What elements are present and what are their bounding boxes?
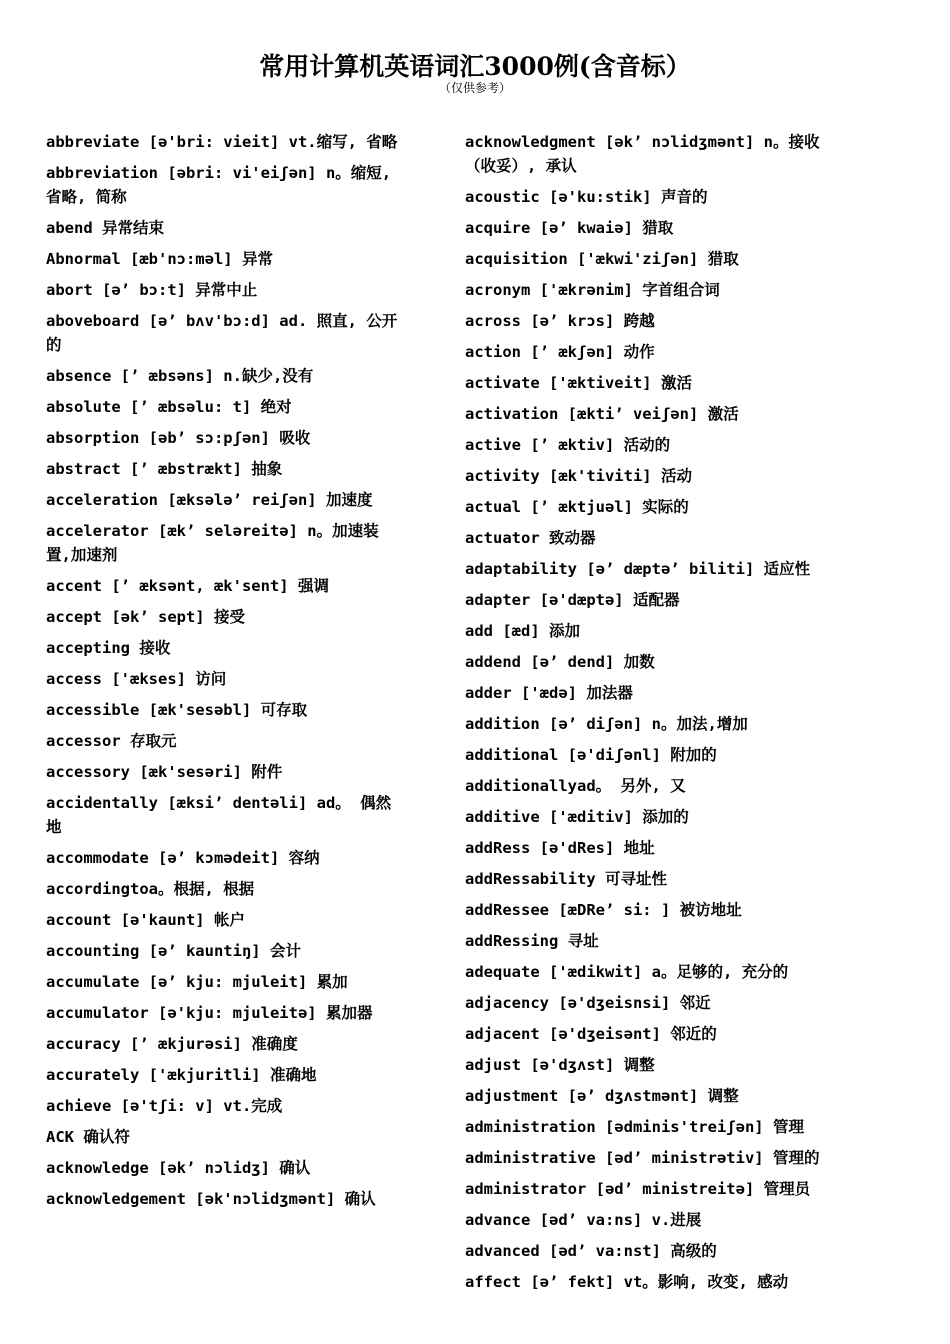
vocab-entry: accurately ['ækjuritli] 准确地: [46, 1066, 317, 1084]
vocab-entry: accommodate [ə’ kɔmədeit] 容纳: [46, 849, 320, 867]
vocab-entry: administration [ədminis'treiʃən] 管理: [465, 1118, 804, 1136]
vocab-entry: advance [əd’ va:ns] v.进展: [465, 1211, 702, 1229]
vocab-entry: actual [’ æktjuəl] 实际的: [465, 498, 689, 516]
vocab-entry: addition [ə’ diʃən] n。加法,增加: [465, 715, 748, 733]
vocab-entry: addRessing 寻址: [465, 932, 599, 950]
vocab-entry: addRessee [æDRe’ si: ] 被访地址: [465, 901, 742, 919]
vocab-entry: activity [æk'tiviti] 活动: [465, 467, 692, 485]
vocab-entry: addRessability 可寻址性: [465, 870, 667, 888]
right-column: [465, 130, 845, 1301]
vocab-entry: accepting 接收: [46, 639, 171, 657]
vocab-entry: acknowledge [ək’ nɔlidʒ] 确认: [46, 1159, 311, 1177]
vocab-entry: add [æd] 添加: [465, 622, 580, 640]
vocab-entry: acknowledgment [ək’ nɔlidʒmənt] n。接收（收妥）, 承认: [465, 133, 820, 175]
vocab-entry: absence [’ æbsəns] n.缺少,没有: [46, 367, 314, 385]
vocab-entry: addend [ə’ dend] 加数: [465, 653, 655, 671]
vocab-entry: accessory [æk'sesəri] 附件: [46, 763, 283, 781]
vocab-entry: accumulate [ə’ kju: mjuleit] 累加: [46, 973, 348, 991]
vocab-entry: absorption [əb’ sɔ:pʃən] 吸收: [46, 429, 311, 447]
vocab-entry: adjustment [ə’ dʒʌstmənt] 调整: [465, 1087, 739, 1105]
vocab-entry: additive ['æditiv] 添加的: [465, 808, 689, 826]
vocab-entry: abbreviation [əbri: vi'eiʃən] n。缩短, 省略, 简称: [46, 164, 392, 206]
vocab-entry: Abnormal [æb'nɔ:məl] 异常: [46, 250, 273, 268]
left-column: [46, 130, 398, 1218]
vocab-entry: adder ['ædə] 加法器: [465, 684, 633, 702]
vocab-entry: abort [ə’ bɔ:t] 异常中止: [46, 281, 258, 299]
vocab-entry: adjust [ə'dʒʌst] 调整: [465, 1056, 655, 1074]
vocab-entry: accounting [ə’ kauntiŋ] 会计: [46, 942, 301, 960]
document-subtitle: （仅供参考）: [438, 81, 511, 95]
vocab-entry: affect [ə’ fekt] vt。影响, 改变, 感动: [465, 1273, 789, 1291]
vocab-entry: addRess [ə'dRes] 地址: [465, 839, 655, 857]
vocab-entry: access ['ækses] 访问: [46, 670, 227, 688]
vocab-entry: administrator [əd’ ministreitə] 管理员: [465, 1180, 811, 1198]
vocab-entry: acoustic [ə'ku:stik] 声音的: [465, 188, 708, 206]
vocab-entry: account [ə'kaunt] 帐户: [46, 911, 245, 929]
vocab-entry: accuracy [’ ækjurəsi] 准确度: [46, 1035, 298, 1053]
vocab-entry: across [ə’ krɔs] 跨越: [465, 312, 655, 330]
vocab-entry: abbreviate [ə'bri: vieit] vt.缩写, 省略: [46, 133, 398, 151]
vocab-entry: absolute [’ æbsəlu: t] 绝对: [46, 398, 292, 416]
vocab-entry: activate ['æktiveit] 激活: [465, 374, 692, 392]
vocab-entry: accept [ək’ sept] 接受: [46, 608, 245, 626]
vocab-entry: accidentally [æksi’ dentəli] ad。 偶然地: [46, 794, 392, 836]
vocab-entry: accordingtoa。根据, 根据: [46, 880, 255, 898]
vocab-entry: acquisition ['ækwi'ziʃən] 猎取: [465, 250, 739, 268]
vocab-entry: ACK 确认符: [46, 1128, 130, 1146]
vocab-entry: achieve [ə'tʃi: v] vt.完成: [46, 1097, 283, 1115]
vocab-entry: action [’ ækʃən] 动作: [465, 343, 655, 361]
vocab-entry: adjacency [ə'dʒeisnsi] 邻近: [465, 994, 711, 1012]
vocab-entry: adaptability [ə’ dæptə’ biliti] 适应性: [465, 560, 811, 578]
vocab-entry: additionallyad。 另外, 又: [465, 777, 686, 795]
vocab-entry: activation [ækti’ veiʃən] 激活: [465, 405, 739, 423]
vocab-entry: acknowledgement [ək'nɔlidʒmənt] 确认: [46, 1190, 376, 1208]
vocab-entry: adequate ['ædikwit] a。足够的, 充分的: [465, 963, 789, 981]
vocab-entry: accent [’ æksənt, æk'sent] 强调: [46, 577, 329, 595]
vocab-entry: administrative [əd’ ministrətiv] 管理的: [465, 1149, 820, 1167]
vocab-entry: accumulator [ə'kju: mjuleitə] 累加器: [46, 1004, 373, 1022]
vocab-entry: acquire [ə’ kwaiə] 猎取: [465, 219, 674, 237]
vocab-entry: additional [ə'diʃənl] 附加的: [465, 746, 717, 764]
vocab-entry: active [’ æktiv] 活动的: [465, 436, 671, 454]
vocab-entry: adjacent [ə'dʒeisənt] 邻近的: [465, 1025, 717, 1043]
vocab-entry: acceleration [æksələ’ reiʃən] 加速度: [46, 491, 373, 509]
vocab-entry: abstract [’ æbstrækt] 抽象: [46, 460, 283, 478]
vocab-entry: accessible [æk'sesəbl] 可存取: [46, 701, 308, 719]
vocab-entry: aboveboard [ə’ bʌv'bɔ:d] ad. 照直, 公开的: [46, 312, 398, 354]
document-title: 常用计算机英语词汇3000例(含音标）: [259, 52, 691, 81]
vocab-entry: abend 异常结束: [46, 219, 164, 237]
vocab-entry: accessor 存取元: [46, 732, 177, 750]
vocab-entry: actuator 致动器: [465, 529, 596, 547]
vocab-entry: adapter [ə'dæptə] 适配器: [465, 591, 680, 609]
vocab-entry: acronym ['ækrənim] 字首组合词: [465, 281, 720, 299]
vocab-entry: accelerator [æk’ seləreitə] n。加速装置,加速剂: [46, 522, 379, 564]
vocab-entry: advanced [əd’ va:nst] 高级的: [465, 1242, 717, 1260]
